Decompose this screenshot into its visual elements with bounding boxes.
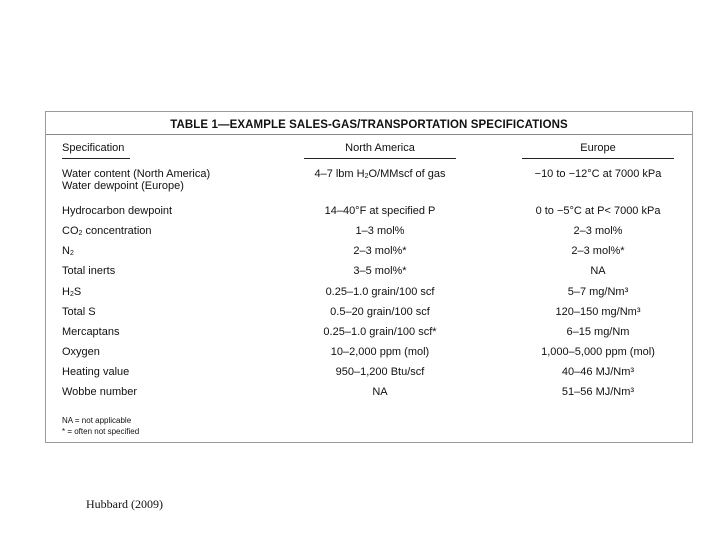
spec-cell: Wobbe number	[62, 386, 138, 398]
spec-cell: Mercaptans	[62, 326, 120, 338]
north-america-cell: 10–2,000 ppm (mol)	[330, 346, 430, 358]
europe-cell: 1,000–5,000 ppm (mol)	[541, 346, 655, 358]
spec-cell: Oxygen	[62, 346, 100, 358]
north-america-cell: 2–3 mol%*	[353, 245, 407, 257]
spec-cell: Total inerts	[62, 265, 116, 277]
spec-cell: Total S	[62, 306, 96, 318]
spec-cell: Heating value	[62, 366, 130, 378]
table-title: TABLE 1—EXAMPLE SALES-GAS/TRANSPORTATION SPECIFICATIONS	[170, 119, 568, 131]
header-specification: Specification	[62, 142, 125, 154]
north-america-cell: 0.25–1.0 grain/100 scf*	[323, 326, 437, 338]
spec-cell: $CO_2$ concentration	[62, 225, 152, 237]
europe-cell: 51–56 MJ/Nm³	[561, 386, 635, 398]
europe-cell: 2–3 mol%	[573, 225, 623, 237]
europe-cell: 5–7 mg/Nm³	[567, 286, 629, 298]
europe-cell: 0 to −5°C at P< 7000 kPa	[535, 205, 661, 217]
north-america-cell: 4–7 lbm $H_2O$/MMscf of gas	[314, 168, 446, 180]
europe-cell: 40–46 MJ/Nm³	[561, 366, 635, 378]
note-asterisk: * = often not specified	[62, 427, 140, 436]
spec-cell: Water content (North America) Water dewpoint (Europe)	[62, 168, 211, 192]
europe-cell: 6–15 mg/Nm	[566, 326, 630, 338]
spec-cell: Hydrocarbon dewpoint	[62, 205, 173, 217]
header-underline-europe	[522, 158, 674, 159]
title-divider	[46, 134, 692, 135]
north-america-cell: NA	[372, 386, 388, 398]
spec-cell: $H_2S$	[62, 286, 82, 298]
header-underline-north-america	[304, 158, 456, 159]
table-notes	[62, 415, 139, 437]
header-underline-specification	[62, 158, 130, 159]
europe-cell: 120–150 mg/Nm³	[555, 306, 641, 318]
europe-cell: 2–3 mol%*	[571, 245, 625, 257]
north-america-cell: 0.5–20 grain/100 scf	[330, 306, 430, 318]
spec-table	[45, 111, 693, 443]
europe-cell: −10 to −12°C at 7000 kPa	[534, 168, 662, 180]
citation: Hubbard (2009)	[86, 497, 163, 511]
north-america-cell: 14–40°F at specified P	[324, 205, 436, 217]
header-north-america: North America	[345, 142, 415, 154]
header-europe: Europe	[580, 142, 616, 154]
north-america-cell: 0.25–1.0 grain/100 scf	[325, 286, 435, 298]
spec-cell: $N_2$	[62, 245, 74, 257]
north-america-cell: 1–3 mol%	[355, 225, 405, 237]
north-america-cell: 3–5 mol%*	[353, 265, 407, 277]
note-na: NA = not applicable	[62, 416, 132, 425]
europe-cell: NA	[590, 265, 606, 277]
north-america-cell: 950–1,200 Btu/scf	[335, 366, 425, 378]
